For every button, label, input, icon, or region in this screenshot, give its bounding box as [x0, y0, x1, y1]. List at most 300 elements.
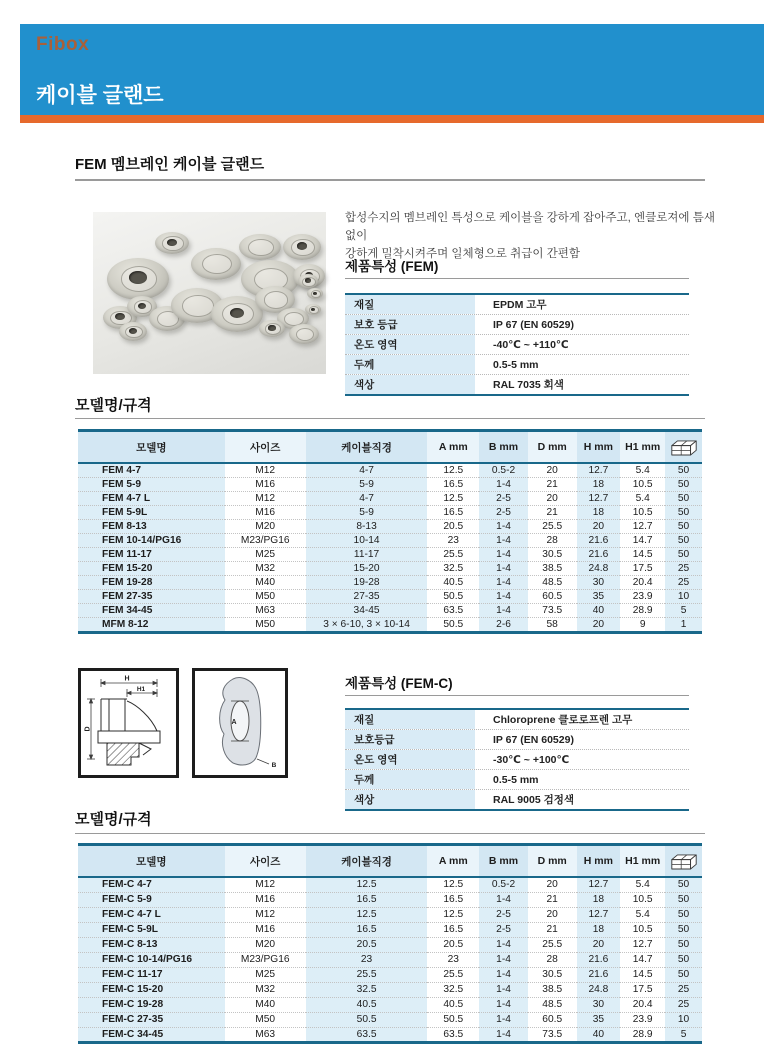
spec-cell: 11-17 — [306, 548, 428, 562]
dimension-drawing-membrane-view — [192, 668, 288, 778]
banner-accent-bar — [20, 115, 764, 123]
property-row — [345, 315, 689, 335]
spec-cell: 60.5 — [528, 1012, 577, 1027]
gland-ring — [264, 291, 288, 308]
spec-cell: 35 — [577, 590, 621, 604]
spec-cell: 5.4 — [620, 463, 665, 478]
model-name-cell: FEM 34-45 — [78, 604, 225, 618]
model-name-cell: FEM 8-13 — [78, 520, 225, 534]
spec-cell: M12 — [225, 492, 306, 506]
property-label: 보호 등급 — [345, 315, 475, 334]
spec-cell: 1-4 — [479, 952, 528, 967]
spec-cell: 18 — [577, 506, 621, 520]
spec-cell: 28 — [528, 534, 577, 548]
spec-row — [78, 1027, 702, 1042]
spec-cell: 12.7 — [577, 907, 621, 922]
dimension-label-d: D — [84, 726, 92, 732]
gland-shape — [289, 324, 319, 344]
spec-cell: 40.5 — [427, 997, 479, 1012]
spec-cell: 63.5 — [306, 1027, 428, 1042]
gland-ring — [182, 295, 213, 317]
spec-cell: 20.4 — [620, 997, 665, 1012]
column-header: 케이블직경 — [306, 431, 428, 464]
spec-row — [78, 952, 702, 967]
column-header: H mm — [577, 431, 621, 464]
spec-cell: 18 — [577, 922, 621, 937]
fem-properties-divider — [345, 278, 689, 279]
spec-cell: 20.4 — [620, 576, 665, 590]
spec-cell: 12.7 — [577, 877, 621, 892]
spec-row — [78, 548, 702, 562]
spec-header-row — [78, 845, 702, 878]
spec-cell: 23 — [427, 952, 479, 967]
spec-cell: 24.8 — [577, 982, 621, 997]
spec-row — [78, 576, 702, 590]
fem-spec-title: 모델명/규격 — [75, 397, 152, 414]
package-boxes-icon — [669, 852, 699, 871]
spec-cell: 12.5 — [427, 907, 479, 922]
gland-shape — [239, 234, 281, 260]
spec-cell: 50.5 — [427, 590, 479, 604]
model-name-cell: FEM 27-35 — [78, 590, 225, 604]
property-label: 재질 — [345, 710, 475, 729]
spec-cell: 2-6 — [479, 618, 528, 633]
spec-cell: 2-5 — [479, 907, 528, 922]
spec-cell: 1-4 — [479, 1012, 528, 1027]
spec-row — [78, 1012, 702, 1027]
model-name-cell: FEM 4-7 L — [78, 492, 225, 506]
gland-shape — [259, 320, 285, 337]
femc-properties-table — [345, 708, 689, 811]
spec-cell: M23/PG16 — [225, 952, 306, 967]
dimension-label-h: H — [124, 675, 130, 683]
column-header: H1 mm — [620, 845, 665, 878]
property-value: -30℃ ~ +100℃ — [493, 753, 570, 766]
spec-cell: M32 — [225, 562, 306, 576]
spec-cell: 21 — [528, 506, 577, 520]
spec-cell: 50 — [665, 922, 702, 937]
property-row — [345, 730, 689, 750]
model-name-cell: FEM-C 10-14/PG16 — [78, 952, 225, 967]
spec-cell: 20.5 — [427, 520, 479, 534]
model-name-cell: FEM-C 27-35 — [78, 1012, 225, 1027]
spec-cell: 50 — [665, 463, 702, 478]
spec-cell: 30 — [577, 997, 621, 1012]
spec-cell: 50.5 — [427, 1012, 479, 1027]
spec-cell: 10.5 — [620, 922, 665, 937]
spec-row — [78, 463, 702, 478]
property-value: EPDM 고무 — [493, 299, 547, 311]
gland-hole — [268, 325, 275, 330]
column-header: 케이블직경 — [306, 845, 428, 878]
spec-cell: M16 — [225, 922, 306, 937]
spec-header-row — [78, 431, 702, 464]
spec-cell: 1-4 — [479, 937, 528, 952]
property-label: 보호등급 — [345, 730, 475, 749]
spec-cell: 16.5 — [427, 892, 479, 907]
spec-cell: 38.5 — [528, 982, 577, 997]
spec-cell: 12.5 — [427, 463, 479, 478]
spec-cell: 21 — [528, 478, 577, 492]
spec-cell: 21.6 — [577, 548, 621, 562]
gland-hole — [313, 292, 317, 295]
spec-cell: 15-20 — [306, 562, 428, 576]
spec-cell: 12.7 — [620, 520, 665, 534]
spec-cell: 50.5 — [306, 1012, 428, 1027]
model-name-cell: FEM 5-9L — [78, 506, 225, 520]
spec-row — [78, 492, 702, 506]
model-name-cell: FEM-C 34-45 — [78, 1027, 225, 1042]
spec-cell: 2-5 — [479, 506, 528, 520]
spec-cell: 35 — [577, 1012, 621, 1027]
spec-cell: 20 — [528, 907, 577, 922]
property-label: 두께 — [345, 770, 475, 789]
fem-properties-table — [345, 293, 689, 396]
package-boxes-icon — [669, 438, 699, 457]
spec-cell: 17.5 — [620, 982, 665, 997]
spec-cell: M40 — [225, 997, 306, 1012]
spec-cell: 1-4 — [479, 562, 528, 576]
spec-cell: 40.5 — [427, 576, 479, 590]
spec-cell: M23/PG16 — [225, 534, 306, 548]
spec-cell: 1-4 — [479, 1027, 528, 1042]
spec-cell: 20 — [577, 520, 621, 534]
spec-cell: 18 — [577, 478, 621, 492]
spec-cell: 10.5 — [620, 506, 665, 520]
spec-cell: 20 — [528, 463, 577, 478]
gland-hole — [167, 239, 177, 246]
spec-cell: M16 — [225, 892, 306, 907]
spec-cell: 50 — [665, 937, 702, 952]
spec-cell: 25 — [665, 562, 702, 576]
description-line-2: 강하게 밀착시켜주며 일체형으로 취급이 간편함 — [345, 247, 580, 260]
spec-cell: 1-4 — [479, 576, 528, 590]
gland-shape — [155, 232, 189, 254]
spec-cell: 1-4 — [479, 590, 528, 604]
spec-row — [78, 922, 702, 937]
spec-cell: 25.5 — [528, 937, 577, 952]
column-header: D mm — [528, 431, 577, 464]
model-name-cell: FEM 10-14/PG16 — [78, 534, 225, 548]
spec-cell: 48.5 — [528, 576, 577, 590]
femc-properties-divider — [345, 695, 689, 696]
property-row — [345, 355, 689, 375]
fem-spec-divider — [75, 418, 705, 419]
spec-cell: 12.5 — [306, 907, 428, 922]
spec-cell: M12 — [225, 877, 306, 892]
column-header: H1 mm — [620, 431, 665, 464]
spec-cell: 5 — [665, 604, 702, 618]
spec-cell: 1 — [665, 618, 702, 633]
spec-cell: 1-4 — [479, 997, 528, 1012]
spec-cell: 16.5 — [427, 922, 479, 937]
spec-cell: M32 — [225, 982, 306, 997]
property-value: RAL 9005 검정색 — [493, 794, 575, 806]
page-banner — [20, 24, 764, 115]
fem-spec-table — [78, 429, 702, 634]
spec-row — [78, 997, 702, 1012]
spec-cell: 32.5 — [427, 562, 479, 576]
model-name-cell: FEM-C 4-7 — [78, 877, 225, 892]
spec-cell: 10 — [665, 1012, 702, 1027]
spec-cell: 25.5 — [306, 967, 428, 982]
spec-cell: 1-4 — [479, 604, 528, 618]
spec-cell: 5 — [665, 1027, 702, 1042]
gland-ring — [296, 328, 315, 341]
model-name-cell: FEM-C 5-9L — [78, 922, 225, 937]
model-name-cell: FEM 4-7 — [78, 463, 225, 478]
model-name-cell: FEM-C 19-28 — [78, 997, 225, 1012]
spec-cell: 25.5 — [528, 520, 577, 534]
spec-cell: 12.7 — [620, 937, 665, 952]
spec-cell: 12.7 — [577, 463, 621, 478]
column-header: 모델명 — [78, 431, 225, 464]
spec-cell: 20 — [577, 937, 621, 952]
spec-cell: M16 — [225, 506, 306, 520]
spec-cell: 50 — [665, 892, 702, 907]
spec-cell: 30.5 — [528, 967, 577, 982]
gland-hole — [129, 328, 137, 334]
property-label: 색상 — [345, 790, 475, 809]
spec-cell: 1-4 — [479, 548, 528, 562]
gland-shape — [298, 274, 318, 288]
spec-cell: 25 — [665, 576, 702, 590]
spec-row — [78, 562, 702, 576]
spec-cell: 2-5 — [479, 922, 528, 937]
spec-cell: 24.8 — [577, 562, 621, 576]
spec-cell: 9 — [620, 618, 665, 633]
spec-cell: M20 — [225, 937, 306, 952]
spec-row — [78, 967, 702, 982]
gland-hole — [311, 308, 315, 311]
spec-cell: 50 — [665, 534, 702, 548]
spec-cell: 21 — [528, 892, 577, 907]
spec-cell: 5.4 — [620, 877, 665, 892]
spec-cell: 40 — [577, 604, 621, 618]
spec-cell: M16 — [225, 478, 306, 492]
spec-row — [78, 877, 702, 892]
spec-cell: 14.7 — [620, 534, 665, 548]
spec-cell: M40 — [225, 576, 306, 590]
spec-cell: 10-14 — [306, 534, 428, 548]
page-title: 케이블 글랜드 — [36, 84, 164, 107]
property-value: RAL 7035 회색 — [493, 379, 564, 391]
column-header: A mm — [427, 431, 479, 464]
spec-cell: 50 — [665, 548, 702, 562]
model-name-cell: FEM 19-28 — [78, 576, 225, 590]
property-label: 두께 — [345, 355, 475, 374]
spec-cell: 21 — [528, 922, 577, 937]
spec-cell: 2-5 — [479, 492, 528, 506]
spec-cell: 28.9 — [620, 1027, 665, 1042]
gland-ring — [202, 254, 232, 274]
spec-cell: 4-7 — [306, 492, 428, 506]
spec-cell: 1-4 — [479, 478, 528, 492]
model-name-cell: FEM-C 8-13 — [78, 937, 225, 952]
package-quantity-column-header — [665, 845, 702, 878]
spec-cell: 3 × 6-10, 3 × 10-14 — [306, 618, 428, 633]
spec-cell: 23.9 — [620, 1012, 665, 1027]
column-header: D mm — [528, 845, 577, 878]
gland-shape — [307, 288, 323, 299]
spec-cell: 14.5 — [620, 967, 665, 982]
property-label: 온도 영역 — [345, 335, 475, 354]
property-row — [345, 790, 689, 809]
spec-cell: 18 — [577, 892, 621, 907]
spec-cell: 20.5 — [306, 937, 428, 952]
spec-cell: 50 — [665, 492, 702, 506]
spec-cell: 21.6 — [577, 534, 621, 548]
gland-ring — [248, 239, 274, 256]
property-value: Chloroprene 클로로프렌 고무 — [493, 714, 633, 726]
spec-cell: 23.9 — [620, 590, 665, 604]
spec-cell: M25 — [225, 967, 306, 982]
spec-cell: 16.5 — [306, 922, 428, 937]
spec-cell: 5.4 — [620, 492, 665, 506]
column-header: 사이즈 — [225, 845, 306, 878]
spec-cell: 63.5 — [427, 1027, 479, 1042]
spec-cell: 16.5 — [427, 478, 479, 492]
gland-shape — [107, 258, 169, 300]
property-row — [345, 710, 689, 730]
spec-cell: 0.5-2 — [479, 463, 528, 478]
model-name-cell: FEM-C 15-20 — [78, 982, 225, 997]
spec-cell: 50 — [665, 478, 702, 492]
model-name-cell: MFM 8-12 — [78, 618, 225, 633]
spec-cell: 27-35 — [306, 590, 428, 604]
spec-row — [78, 907, 702, 922]
brand-logo-text: Fibox — [36, 34, 90, 55]
spec-cell: 10.5 — [620, 892, 665, 907]
spec-cell: 25 — [665, 997, 702, 1012]
spec-cell: 50 — [665, 520, 702, 534]
spec-cell: 23 — [427, 534, 479, 548]
spec-cell: 50 — [665, 877, 702, 892]
spec-cell: 1-4 — [479, 967, 528, 982]
spec-cell: 73.5 — [528, 1027, 577, 1042]
femc-spec-title: 모델명/규격 — [75, 811, 152, 828]
column-header: H mm — [577, 845, 621, 878]
spec-cell: 12.5 — [427, 492, 479, 506]
spec-cell: 12.5 — [306, 877, 428, 892]
spec-cell: 73.5 — [528, 604, 577, 618]
spec-cell: 25.5 — [427, 548, 479, 562]
spec-cell: 12.7 — [577, 492, 621, 506]
description-line-1: 합성수지의 멤브레인 특성으로 케이블을 강하게 잡아주고, 엔클로져에 틈새없이 — [345, 212, 715, 242]
spec-cell: 28.9 — [620, 604, 665, 618]
property-row — [345, 375, 689, 394]
spec-cell: 50 — [665, 907, 702, 922]
spec-cell: 30.5 — [528, 548, 577, 562]
property-row — [345, 295, 689, 315]
gland-hole — [129, 271, 146, 284]
spec-cell: 19-28 — [306, 576, 428, 590]
column-header: A mm — [427, 845, 479, 878]
spec-cell: 48.5 — [528, 997, 577, 1012]
spec-cell: 1-4 — [479, 892, 528, 907]
model-name-cell: FEM 11-17 — [78, 548, 225, 562]
spec-cell: M63 — [225, 1027, 306, 1042]
spec-cell: 20.5 — [427, 937, 479, 952]
property-label: 재질 — [345, 295, 475, 314]
spec-row — [78, 618, 702, 633]
spec-cell: 12.5 — [427, 877, 479, 892]
spec-cell: 23 — [306, 952, 428, 967]
gland-shape — [305, 304, 321, 315]
dimension-label-b: B — [271, 762, 277, 769]
spec-cell: 50 — [665, 506, 702, 520]
spec-cell: 58 — [528, 618, 577, 633]
spec-cell: M50 — [225, 618, 306, 633]
property-value: 0.5-5 mm — [493, 358, 539, 371]
model-name-cell: FEM-C 4-7 L — [78, 907, 225, 922]
section-divider — [75, 179, 705, 181]
spec-cell: 10.5 — [620, 478, 665, 492]
property-label: 온도 영역 — [345, 750, 475, 769]
property-row — [345, 750, 689, 770]
package-quantity-column-header — [665, 431, 702, 464]
spec-cell: 17.5 — [620, 562, 665, 576]
gland-hole — [305, 278, 311, 282]
spec-cell: M63 — [225, 604, 306, 618]
spec-cell: 4-7 — [306, 463, 428, 478]
spec-cell: M50 — [225, 1012, 306, 1027]
product-photo — [93, 212, 326, 374]
spec-cell: 8-13 — [306, 520, 428, 534]
spec-cell: 1-4 — [479, 520, 528, 534]
spec-cell: 16.5 — [306, 892, 428, 907]
column-header: 사이즈 — [225, 431, 306, 464]
spec-cell: 25 — [665, 982, 702, 997]
spec-cell: 60.5 — [528, 590, 577, 604]
model-name-cell: FEM 5-9 — [78, 478, 225, 492]
spec-cell: 14.5 — [620, 548, 665, 562]
spec-cell: 1-4 — [479, 534, 528, 548]
spec-cell: 20 — [528, 877, 577, 892]
gland-shape — [119, 322, 147, 341]
spec-cell: 20 — [577, 618, 621, 633]
gland-shape — [191, 248, 241, 280]
spec-cell: 28 — [528, 952, 577, 967]
spec-cell: 32.5 — [427, 982, 479, 997]
spec-cell: M20 — [225, 520, 306, 534]
spec-cell: 63.5 — [427, 604, 479, 618]
spec-cell: 5.4 — [620, 907, 665, 922]
spec-cell: M50 — [225, 590, 306, 604]
spec-cell: 50.5 — [427, 618, 479, 633]
spec-cell: 5-9 — [306, 478, 428, 492]
spec-row — [78, 520, 702, 534]
spec-row — [78, 604, 702, 618]
spec-cell: 38.5 — [528, 562, 577, 576]
femc-spec-divider — [75, 833, 705, 834]
spec-cell: 0.5-2 — [479, 877, 528, 892]
spec-cell: 21.6 — [577, 952, 621, 967]
property-label: 색상 — [345, 375, 475, 394]
dimension-label-a: A — [231, 719, 237, 726]
dimension-drawing-side-view — [78, 668, 179, 778]
spec-cell: 1-4 — [479, 982, 528, 997]
spec-row — [78, 506, 702, 520]
spec-cell: 30 — [577, 576, 621, 590]
spec-cell: M25 — [225, 548, 306, 562]
column-header: B mm — [479, 845, 528, 878]
dimension-label-h1: H1 — [136, 686, 146, 693]
model-name-cell: FEM-C 5-9 — [78, 892, 225, 907]
spec-cell: 34-45 — [306, 604, 428, 618]
spec-cell: 32.5 — [306, 982, 428, 997]
spec-row — [78, 590, 702, 604]
